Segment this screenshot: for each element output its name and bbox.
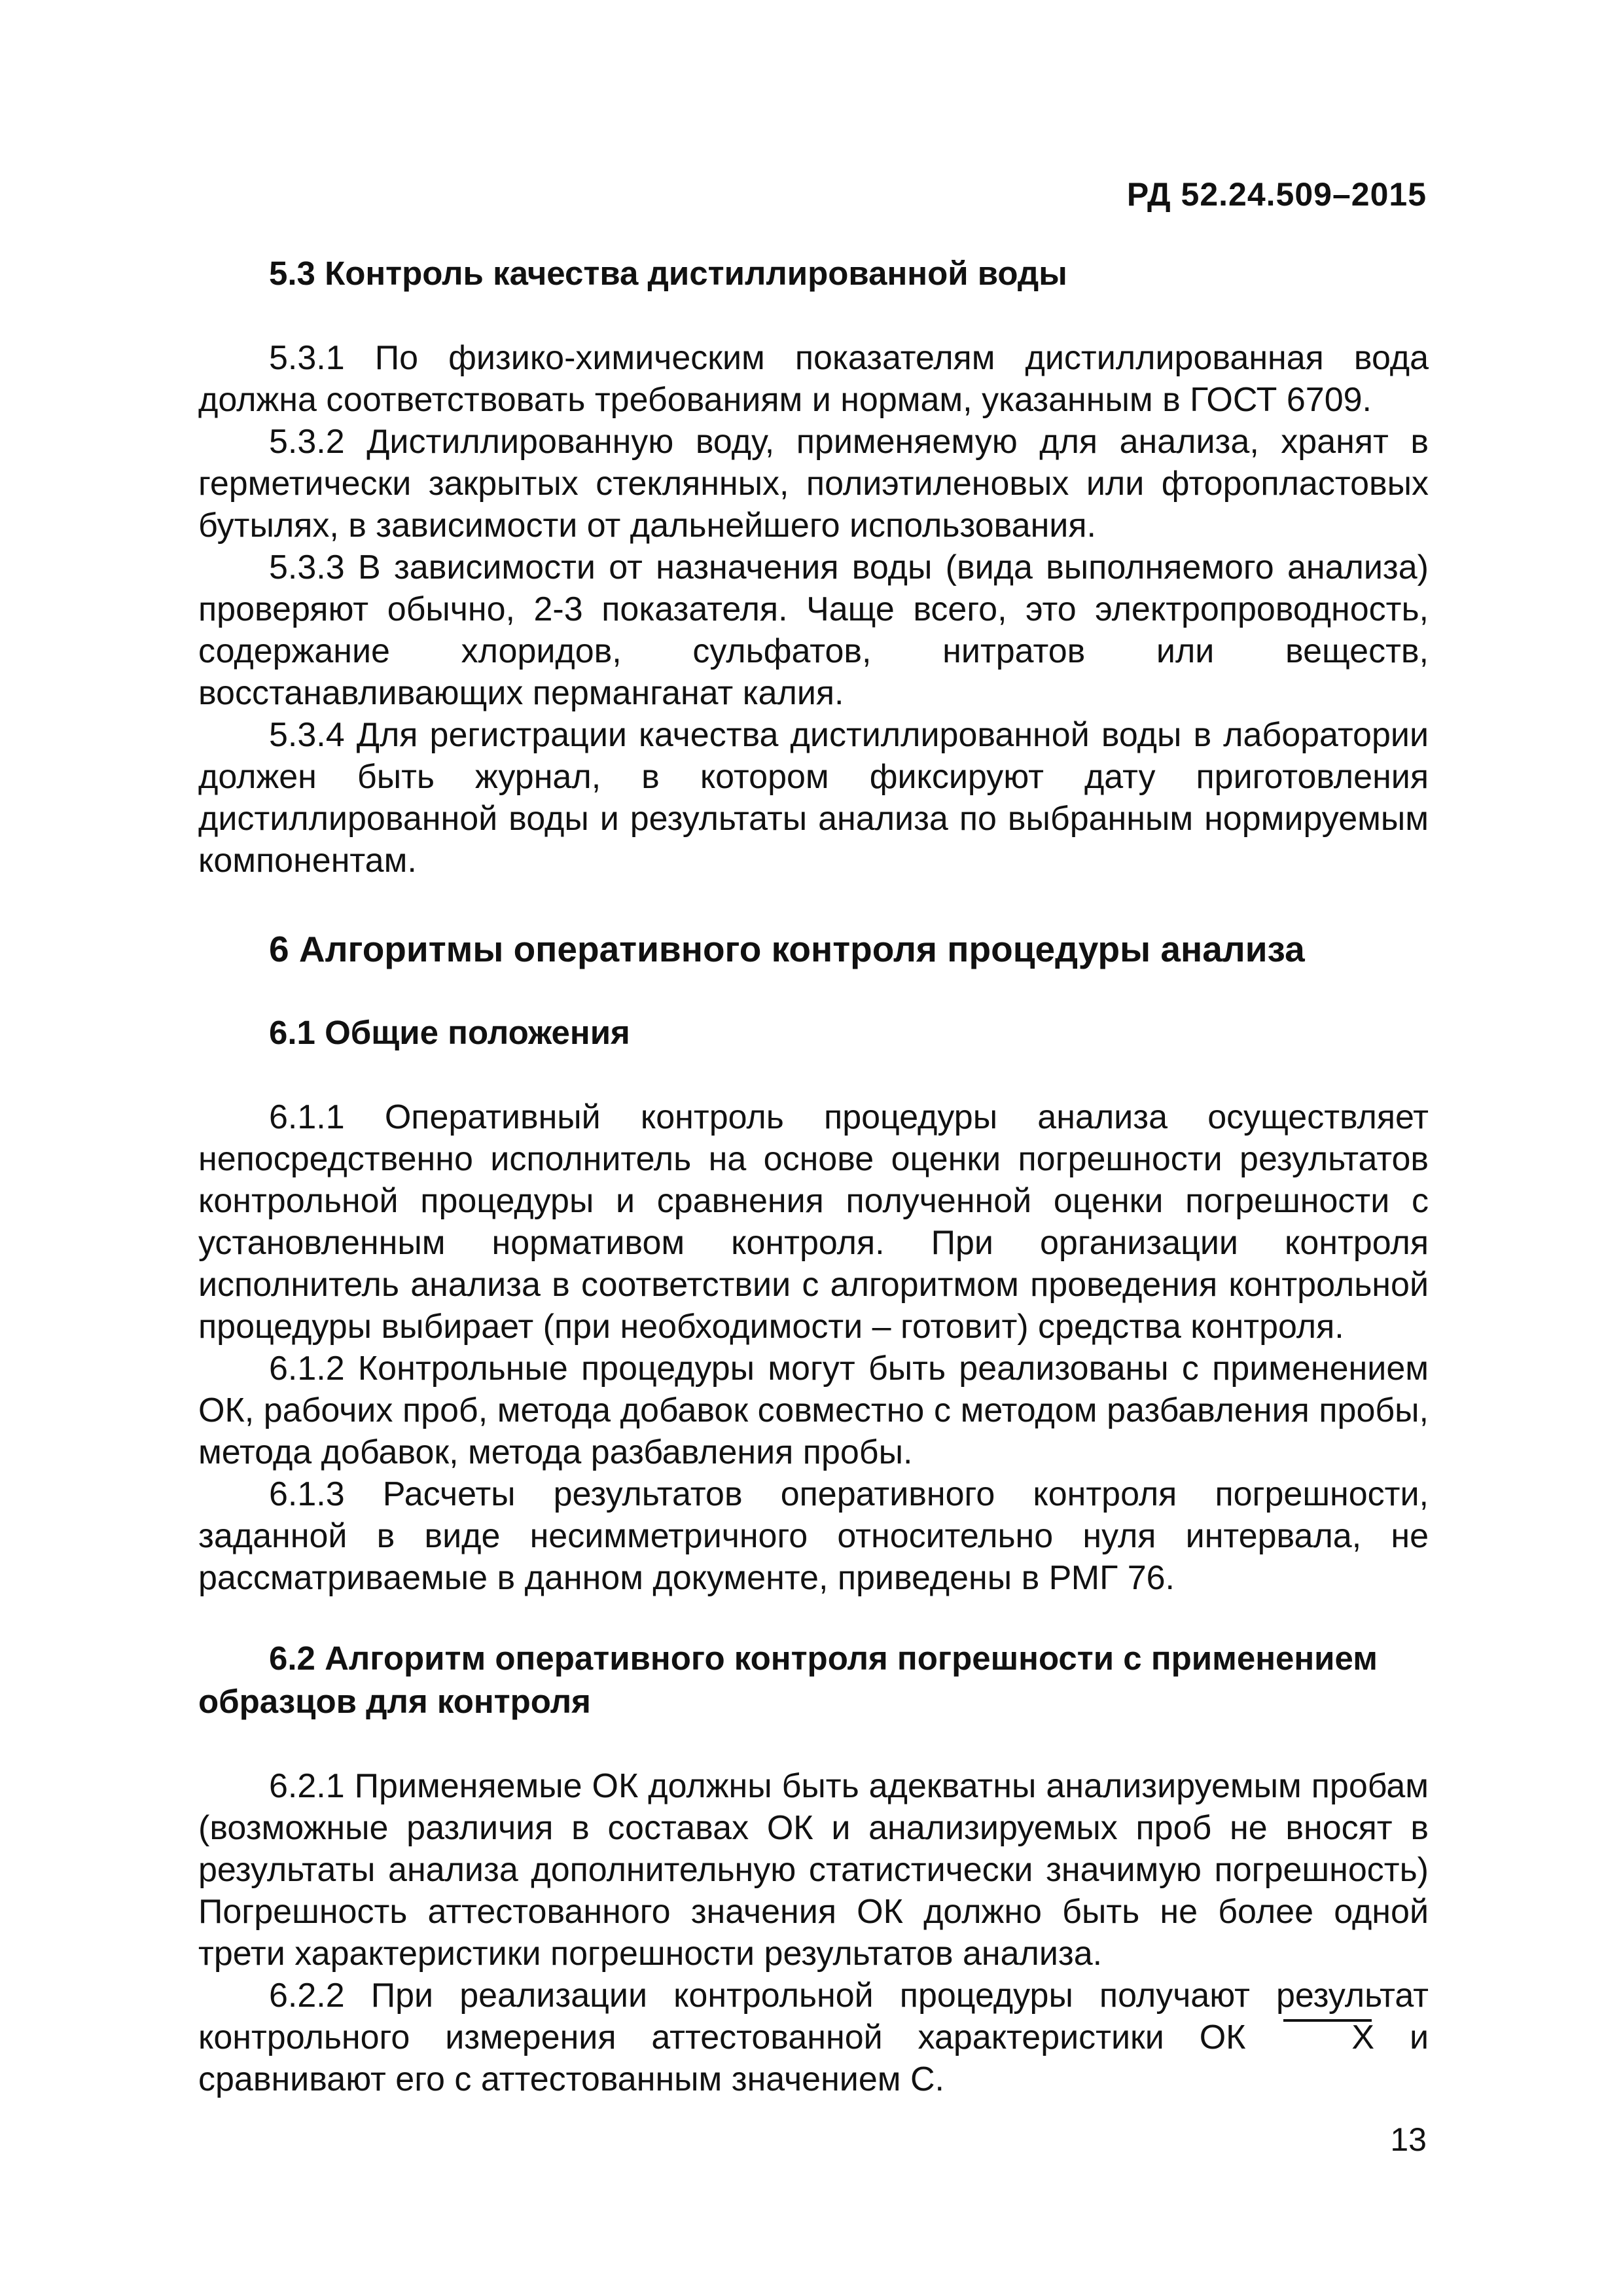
paragraph-6-2-2-part-b: и сравнивают его с аттестованным значением С. xyxy=(198,2018,1429,2098)
section-6-1-heading: 6.1 Общие положения xyxy=(269,1014,630,1051)
paragraph-6-1-3: 6.1.3 Расчеты результатов оперативного контроля погрешности, заданной в виде несимметричного относительно нуля интервала, не рассматриваемые в данном документе, приведены в РМГ 76. xyxy=(198,1475,1429,1597)
paragraph-5-3-2: 5.3.2 Дистиллированную воду, применяемую для анализа, хранят в герметически закрытых стеклянных, полиэтиленовых или фторопластовых бутылях, в зависимости от дальнейшего использования. xyxy=(198,423,1429,545)
section-6-2-heading: 6.2 Алгоритм оперативного контроля погрешности с применением образцов для контроля xyxy=(198,1640,1378,1720)
page-number: 13 xyxy=(1390,2121,1427,2158)
paragraph-6-1-2: 6.1.2 Контрольные процедуры могут быть реализованы с применением ОК, рабочих проб, метода добавок совместно с методом разбавления пробы, метода добавок, метода разбавления пробы. xyxy=(198,1350,1429,1471)
page-content xyxy=(198,252,1429,2100)
x-bar-symbol: X xyxy=(1281,2017,1374,2058)
paragraph-6-2-2 xyxy=(198,1975,1429,2100)
paragraph-6-2-1: 6.2.1 Применяемые ОК должны быть адекватны анализируемым пробам (возможные различия в составах ОК и анализируемых проб не вносят в результаты анализа дополнительную статистически значимую погрешность) Погрешность аттестованного значения ОК должно быть не более одной трети характеристики погрешности результатов анализа. xyxy=(198,1767,1429,1973)
paragraph-5-3-4: 5.3.4 Для регистрации качества дистиллированной воды в лаборатории должен быть журнал, в котором фиксируют дату приготовления дистиллированной воды и результаты анализа по выбранным нормируемым компонентам. xyxy=(198,716,1429,880)
section-6-heading: 6 Алгоритмы оперативного контроля процедуры анализа xyxy=(269,929,1305,969)
section-5-3-heading: 5.3 Контроль качества дистиллированной воды xyxy=(269,255,1067,292)
paragraph-5-3-3: 5.3.3 В зависимости от назначения воды (вида выполняемого анализа) проверяют обычно, 2-3 показателя. Чаще всего, это электропроводность, содержание хлоридов, сульфатов, нитратов или веществ, восстанавливающих перманганат калия. xyxy=(198,548,1429,712)
paragraph-6-2-2-part-a: 6.2.2 При реализации контрольной процедуры получают результат контрольного измерения аттестованной характеристики ОК xyxy=(198,1977,1429,2056)
document-code: РД 52.24.509–2015 xyxy=(1126,176,1427,213)
paragraph-6-1-1: 6.1.1 Оперативный контроль процедуры анализа осуществляет непосредственно исполнитель на основе оценки погрешности результатов контрольной процедуры и сравнения полученной оценки погрешности с установленным нормативом контроля. При организации контроля исполнитель анализа в соответствии с алгоритмом проведения контрольной процедуры выбирает (при необходимости – готовит) средства контроля. xyxy=(198,1098,1429,1346)
paragraph-5-3-1: 5.3.1 По физико-химическим показателям дистиллированная вода должна соответствовать требованиям и нормам, указанным в ГОСТ 6709. xyxy=(198,339,1429,419)
